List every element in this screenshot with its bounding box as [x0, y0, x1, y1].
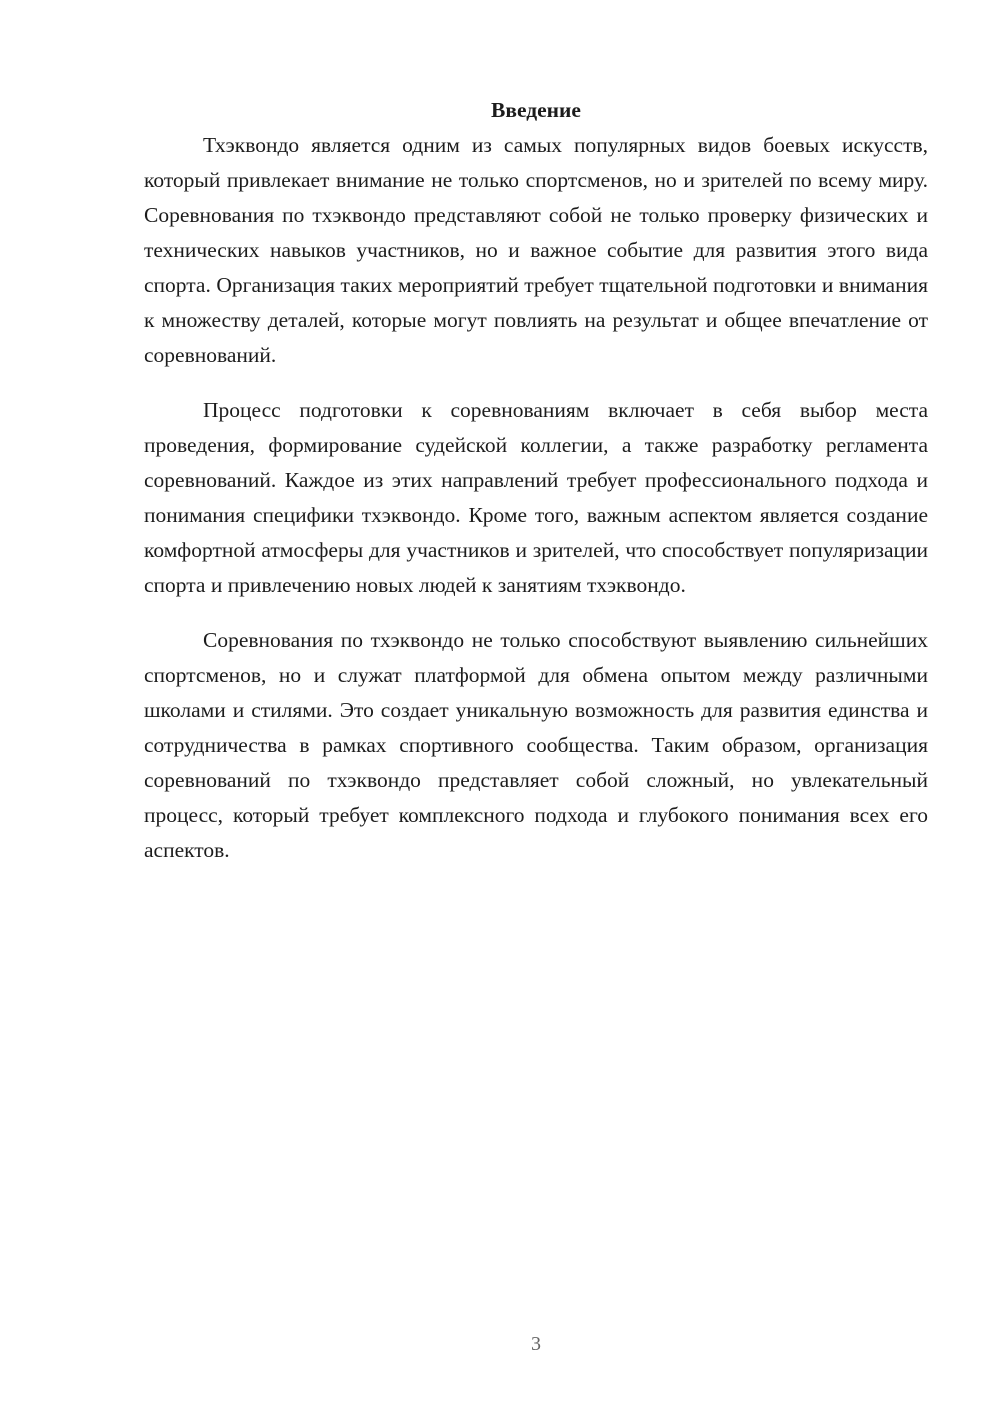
page-number: 3 — [531, 1333, 541, 1355]
paragraph-2: Процесс подготовки к соревнованиям включает в себя выбор места проведения, формирование судейской коллегии, а также разработку регламента соревнований. Каждое из этих направлений требует профессионального подхода и понимания специфики тхэквондо. Кроме того, важным аспектом является создание комфортной атмосферы для участников и зрителей, что способствует популяризации спорта и привлечению новых людей к занятиям тхэквондо. — [144, 398, 928, 597]
section-heading: Введение — [491, 98, 581, 122]
page-content — [144, 93, 928, 868]
paragraph-1: Тхэквондо является одним из самых популярных видов боевых искусств, который привлекает внимание не только спортсменов, но и зрителей по всему миру. Соревнования по тхэквондо представляют собой не только проверку физических и технических навыков участников, но и важное событие для развития этого вида спорта. Организация таких мероприятий требует тщательной подготовки и внимания к множеству деталей, которые могут повлиять на результат и общее впечатление от соревнований. — [144, 133, 928, 367]
paragraph-3: Соревнования по тхэквондо не только способствуют выявлению сильнейших спортсменов, но и служат платформой для обмена опытом между различными школами и стилями. Это создает уникальную возможность для развития единства и сотрудничества в рамках спортивного сообщества. Таким образом, организация соревнований по тхэквондо представляет собой сложный, но увлекательный процесс, который требует комплексного подхода и глубокого понимания всех его аспектов. — [144, 628, 928, 862]
